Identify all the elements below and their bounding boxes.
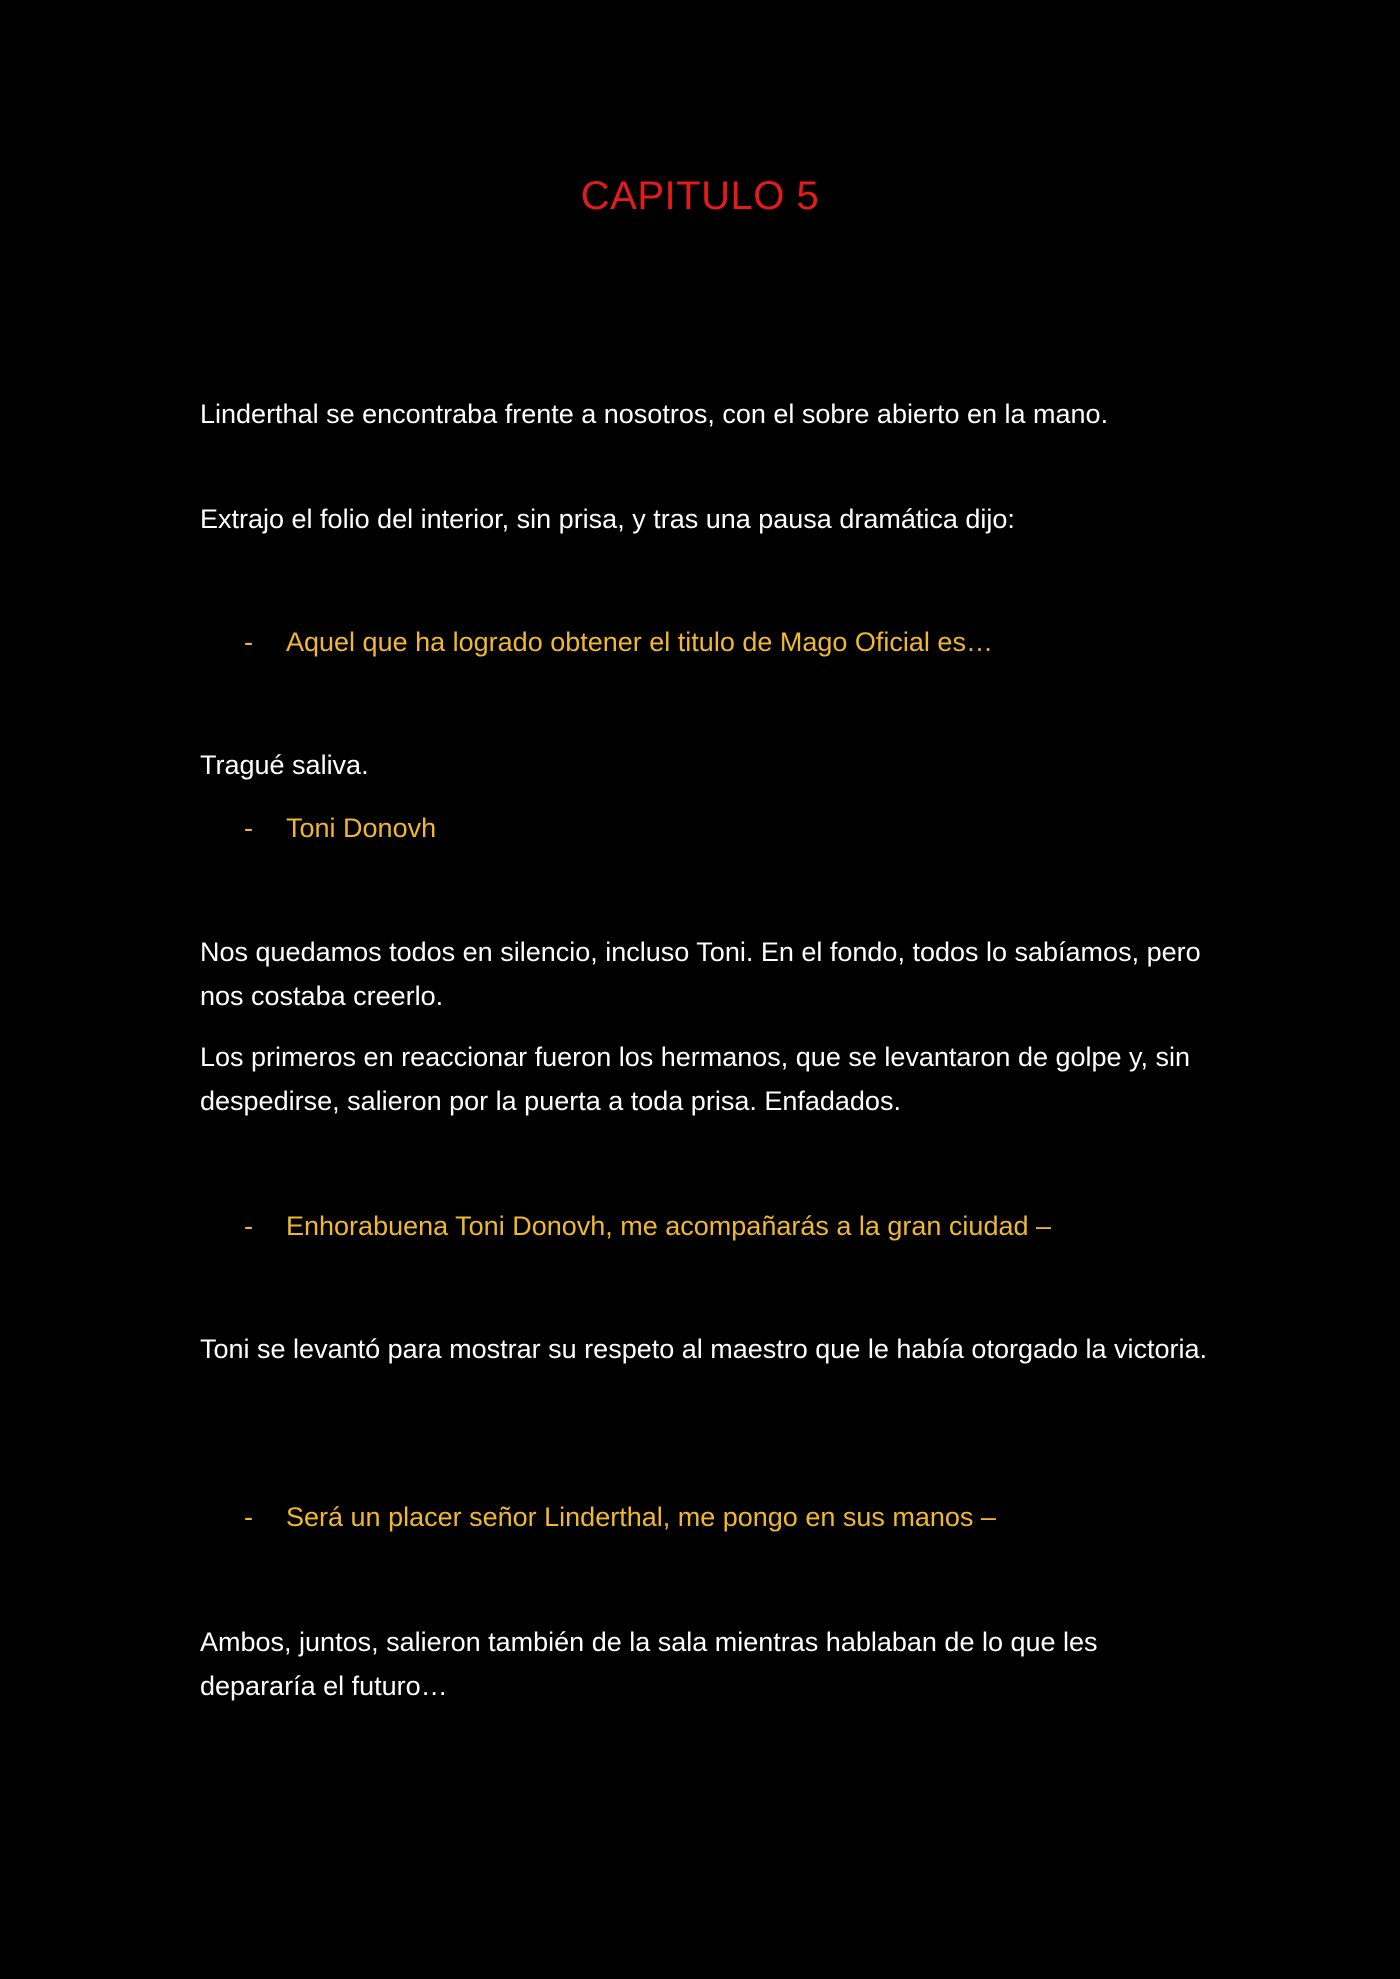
chapter-title: CAPITULO 5 xyxy=(580,174,820,218)
dialogue-dash: - xyxy=(244,1211,253,1241)
dialogue-text: Enhorabuena Toni Donovh, me acompañarás a la gran ciudad – xyxy=(286,1211,1052,1241)
dialogue-line xyxy=(244,806,1210,850)
dialogue-dash: - xyxy=(244,813,253,843)
narration-paragraph: Extrajo el folio del interior, sin prisa, y tras una pausa dramática dijo: xyxy=(200,504,1015,534)
dialogue-dash: - xyxy=(244,627,253,657)
narration-paragraph: Ambos, juntos, salieron también de la sala mientras hablaban de lo que les depararía el futuro… xyxy=(200,1627,1098,1701)
dialogue-text: Será un placer señor Linderthal, me pongo en sus manos – xyxy=(286,1502,996,1532)
narration-paragraph: Los primeros en reaccionar fueron los hermanos, que se levantaron de golpe y, sin despedirse, salieron por la puerta a toda prisa. Enfadados. xyxy=(200,1042,1191,1116)
dialogue-line xyxy=(244,1204,1210,1248)
narration-paragraph: Nos quedamos todos en silencio, incluso Toni. En el fondo, todos lo sabíamos, pero nos costaba creerlo. xyxy=(200,937,1201,1011)
dialogue-line xyxy=(244,620,1210,664)
narration-paragraph: Toni se levantó para mostrar su respeto al maestro que le había otorgado la victoria. xyxy=(200,1334,1208,1364)
dialogue-dash: - xyxy=(244,1502,253,1532)
narration-paragraph: Linderthal se encontraba frente a nosotros, con el sobre abierto en la mano. xyxy=(200,399,1109,429)
dialogue-text: Aquel que ha logrado obtener el titulo de Mago Oficial es… xyxy=(286,627,993,657)
narration-paragraph: Tragué saliva. xyxy=(200,750,369,780)
dialogue-text: Toni Donovh xyxy=(286,813,437,843)
dialogue-line xyxy=(244,1495,1210,1539)
